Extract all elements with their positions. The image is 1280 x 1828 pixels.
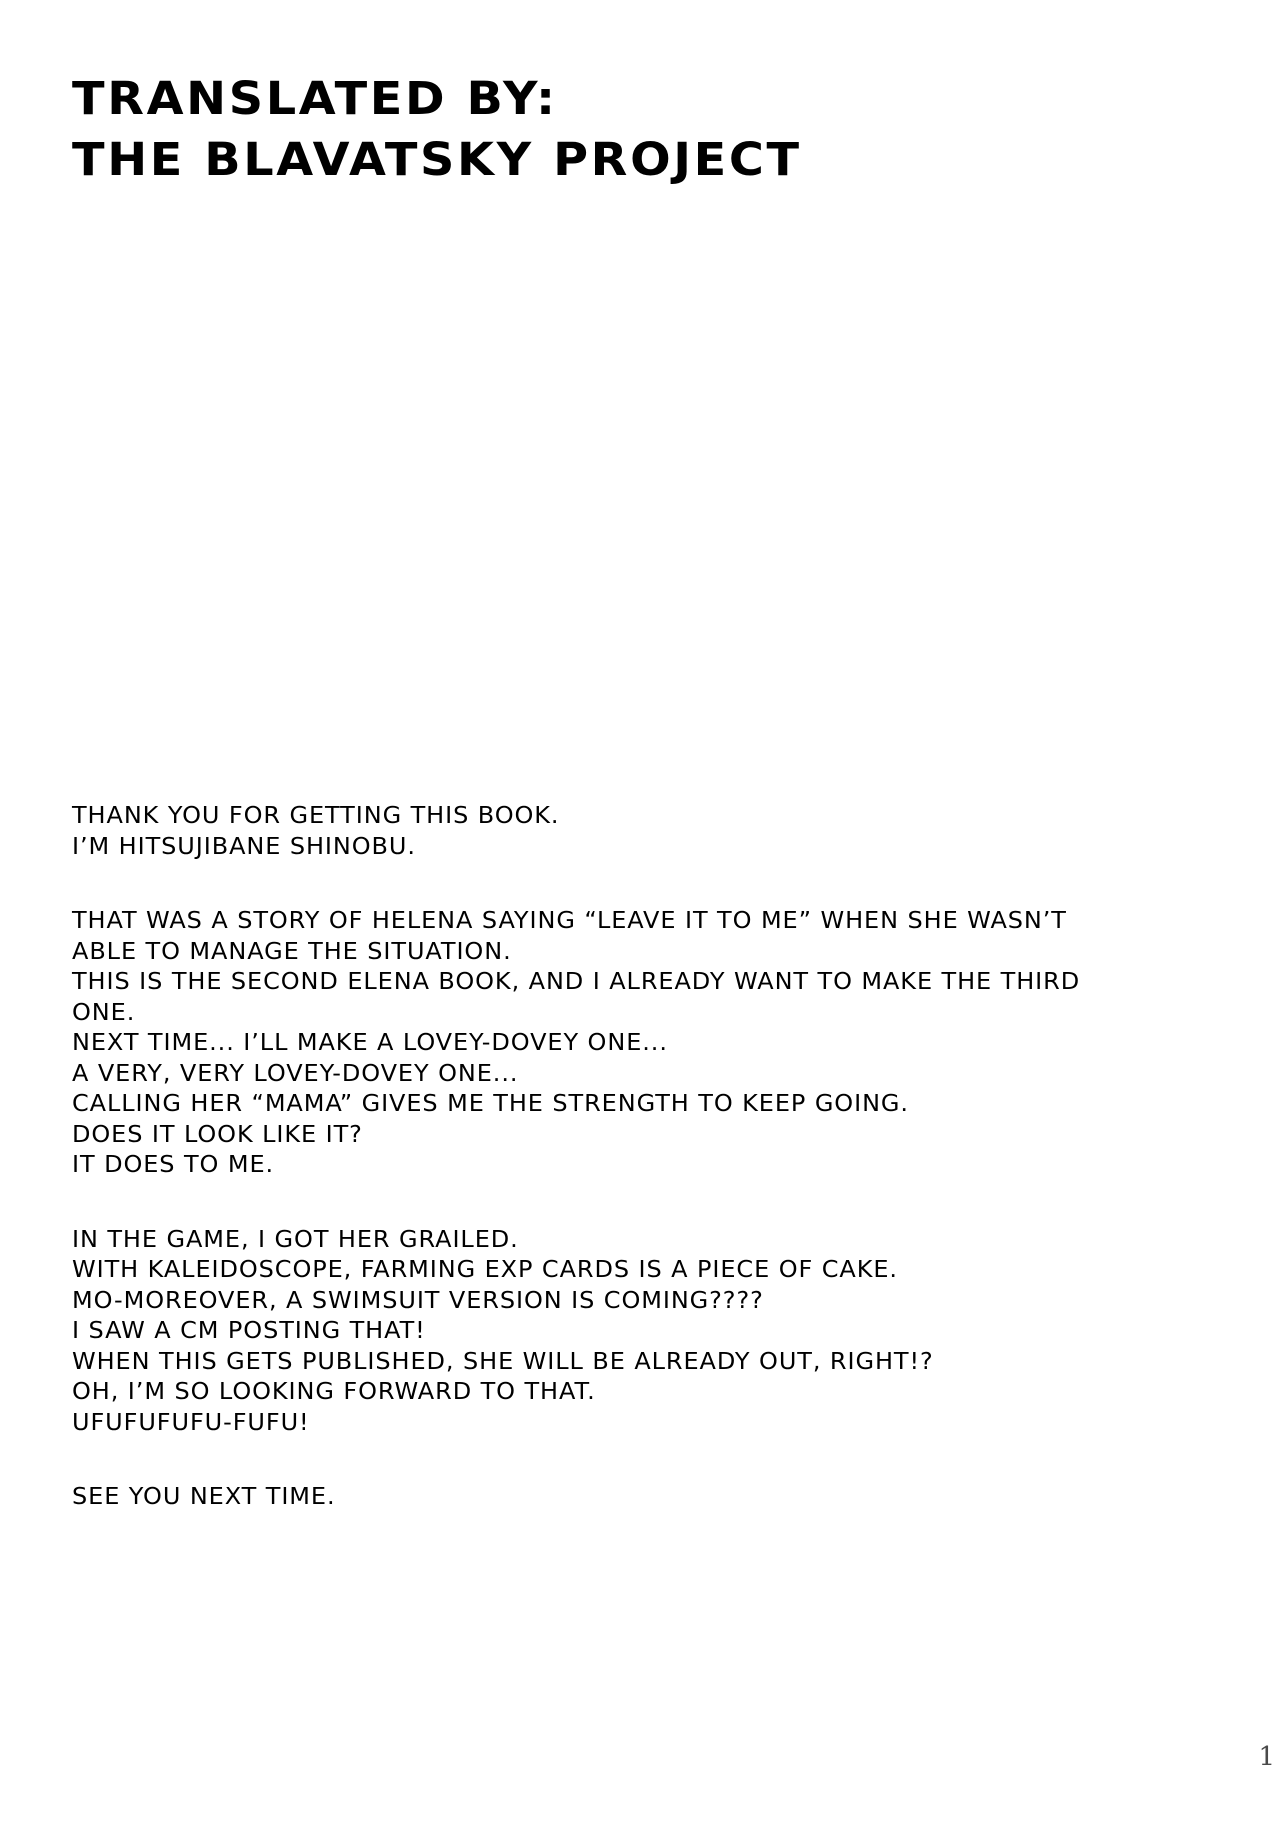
afterword-line: CALLING HER “MAMA” GIVES ME THE STRENGTH TO KEEP GOING.: [72, 1089, 909, 1117]
afterword-line: SEE YOU NEXT TIME.: [72, 1482, 336, 1510]
afterword-paragraph: [72, 905, 1182, 1180]
afterword-paragraph: [72, 1224, 1182, 1438]
afterword-line: DOES IT LOOK LIKE IT?: [72, 1119, 363, 1148]
afterword-line: I’M HITSUJIBANE SHINOBU.: [72, 831, 416, 860]
afterword-line: OH, I’M SO LOOKING FORWARD TO THAT.: [72, 1377, 596, 1405]
afterword-paragraph: [72, 1481, 1182, 1512]
afterword-line: I SAW A CM POSTING THAT!: [72, 1316, 426, 1344]
afterword-line: UFUFUFUFU-FUFU!: [72, 1407, 310, 1436]
afterword-line: IN THE GAME, I GOT HER GRAILED.: [72, 1224, 519, 1253]
afterword-line: WITH KALEIDOSCOPE, FARMING EXP CARDS IS A PIECE OF CAKE.: [72, 1255, 898, 1283]
afterword-line: NEXT TIME... I’LL MAKE A LOVEY-DOVEY ONE...: [72, 1028, 668, 1056]
afterword-line: MO-MOREOVER, A SWIMSUIT VERSION IS COMING????: [72, 1285, 764, 1314]
credit-line-2: THE BLAVATSKY PROJECT: [72, 133, 802, 186]
afterword-line: WHEN THIS GETS PUBLISHED, SHE WILL BE ALREADY OUT, RIGHT!?: [72, 1346, 934, 1375]
afterword-line: A VERY, VERY LOVEY-DOVEY ONE...: [72, 1058, 519, 1087]
credit-line-1: TRANSLATED BY:: [72, 72, 558, 125]
afterword-line: THIS IS THE SECOND ELENA BOOK, AND I ALREADY WANT TO MAKE THE THIRD: [72, 967, 1081, 995]
afterword-line: THANK YOU FOR GETTING THIS BOOK.: [72, 801, 560, 829]
afterword-text: [72, 800, 1182, 1512]
afterword-line: ONE.: [72, 997, 136, 1026]
afterword-line: ABLE TO MANAGE THE SITUATION.: [72, 936, 512, 965]
translation-credit: [72, 68, 1072, 190]
afterword-paragraph: [72, 800, 1182, 861]
afterword-line: THAT WAS A STORY OF HELENA SAYING “LEAVE IT TO ME” WHEN SHE WASN’T: [72, 906, 1067, 934]
afterword-line: IT DOES TO ME.: [72, 1150, 275, 1178]
page-number: 1: [1258, 1742, 1276, 1772]
